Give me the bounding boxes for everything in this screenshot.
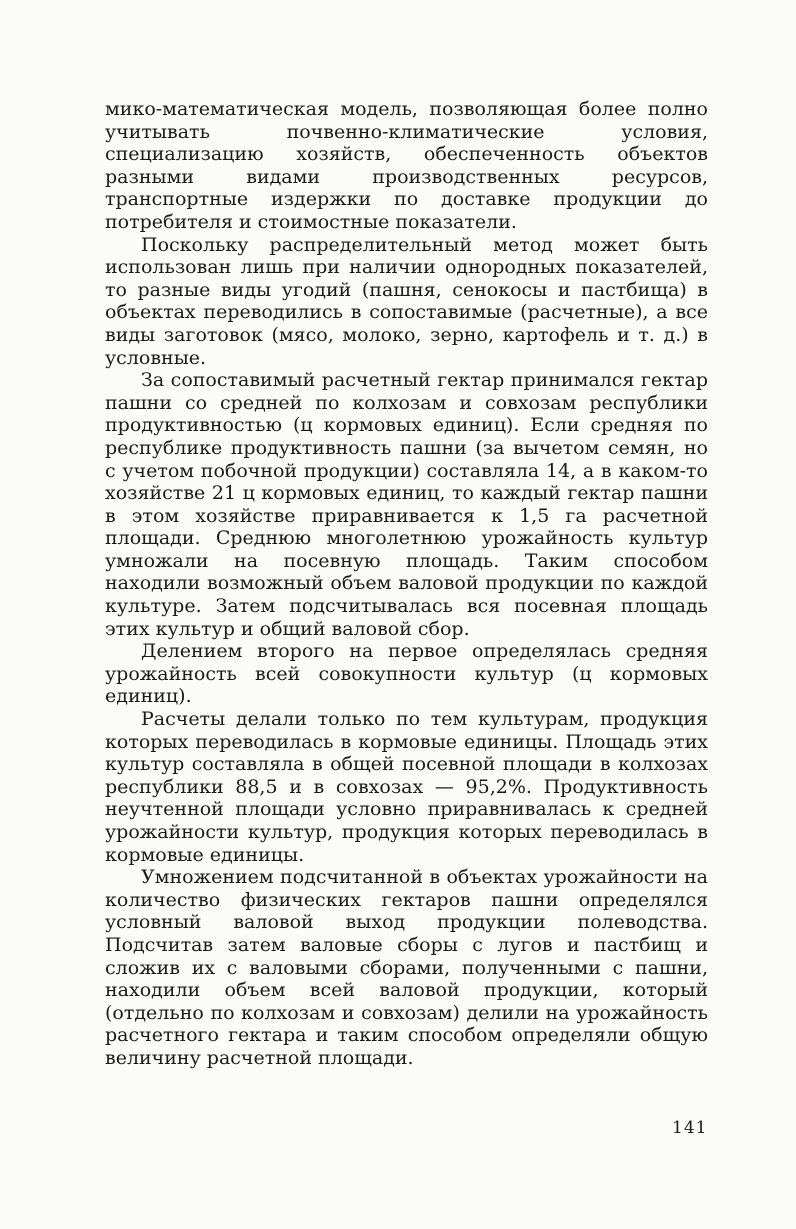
paragraph-distribution-method: Поскольку распределительный метод может быть использован лишь при наличии однородных показателей, то разные виды угодий (пашня, сенокосы и пастбища) в объектах переводились в сопоставимые (расчетные), а все виды заготовок (мясо, молоко, зерно, картофель и т. д.) в условные. xyxy=(105,233,708,369)
paragraph-continuation: мико-математическая модель, позволяющая более полно учитывать почвенно-климатические условия, специализацию хозяйств, обеспеченность объектов разными видами производственных ресурсов, транспортные издержки по доставке продукции до потребителя и стоимостные показатели. xyxy=(105,98,708,233)
paragraph-calculations: Расчеты делали только по тем культурам, продукция которых переводилась в кормовые единицы. Площадь этих культур составляла в общей посевной площади в колхозах республики 88,5 и в совхозах — 95,2%. Продуктивность неучтенной площади условно приравнивалась к средней урожайности культур, продукция которых переводилась в кормовые единицы. xyxy=(105,708,708,866)
page-text-body xyxy=(105,98,708,1070)
page-number: 141 xyxy=(672,1118,708,1138)
paragraph-calculated-hectare: За сопоставимый расчетный гектар принимался гектар пашни со средней по колхозам и совхозам республики продуктивностью (ц кормовых единиц). Если средняя по республике продуктивность пашни (за вычетом семян, но с учетом побочной продукции) составляла 14, а в каком-то хозяйстве 21 ц кормовых единиц, то каждый гектар пашни в этом хозяйстве приравнивается к 1,5 га расчетной площади. Среднюю многолетнюю урожайность культур умножали на посевную площадь. Таким способом находили возможный объем валовой продукции по каждой культуре. Затем подсчитывалась вся посевная площадь этих культур и общий валовой сбор. xyxy=(105,369,708,640)
paragraph-multiplication: Умножением подсчитанной в объектах урожайности на количество физических гектаров пашни определялся условный валовой выход продукции полеводства. Подсчитав затем валовые сборы с лугов и пастбищ и сложив их с валовыми сборами, полученными с пашни, находили объем всей валовой продукции, который (отдельно по колхозам и совхозам) делили на урожайность расчетного гектара и таким способом определяли общую величину расчетной площади. xyxy=(105,866,708,1069)
paragraph-division: Делением второго на первое определялась средняя урожайность всей совокупности культур (ц кормовых единиц). xyxy=(105,640,708,708)
